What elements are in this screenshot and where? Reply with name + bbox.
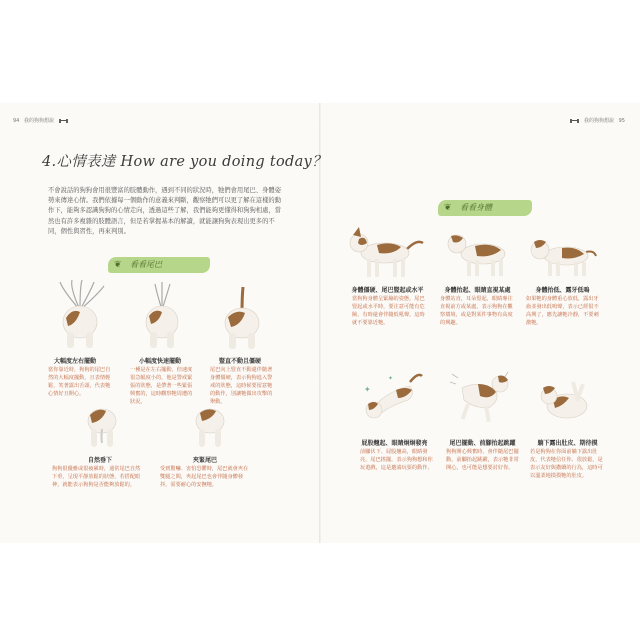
tail-caption: 小幅度快速擺動 xyxy=(138,358,181,365)
tail-section-label: 看看尾巴 xyxy=(130,260,162,269)
body-description: 前腳伏下、屁股翹高，眼睛發亮，尾巴搖擺，表示狗狗想和你玩遊戲，這是邀請玩耍的動作。 xyxy=(360,449,433,471)
body-section-label: 看看身體 xyxy=(460,203,492,212)
body-description: 身體站直，耳朵豎起，眼睛專注直視前方或某處，表示狗狗在觀察環境，或是對某件事物有高度的興趣。 xyxy=(440,296,513,326)
svg-text:✦: ✦ xyxy=(364,385,371,394)
dog-play-bow-illustration xyxy=(360,370,430,425)
right-running-title: 我的狗狗想說 xyxy=(584,118,615,124)
right-running-header xyxy=(570,117,628,124)
bone-icon xyxy=(59,119,68,123)
right-page-number: 95 xyxy=(618,118,625,124)
body-description: 若是狗狗在你面前躺下露出肚皮，代表牠信任你、很放鬆，是表示友好與撒嬌的行為，這時可以溫柔地摸摸牠的肚皮。 xyxy=(530,449,603,479)
leaf-icon: ❦ xyxy=(114,260,122,270)
dog-tail-upright-illustration xyxy=(215,285,270,350)
body-caption: 身體抬起、眼睛直視某處 xyxy=(444,287,511,294)
body-description: 狗狗開心興奮時，會伴隨尾巴擺動，前腳抬起跳躍，表示牠非常開心，也可能是想要討好你。 xyxy=(446,449,519,471)
left-page-number: 94 xyxy=(13,118,20,124)
dog-tail-wag-fast-illustration xyxy=(135,280,190,350)
dog-tail-down-illustration xyxy=(82,405,122,450)
dog-growl-low-illustration xyxy=(528,230,598,278)
body-description: 如果牠的身體重心放低，露出牙齒並發出低嗚聲，表示已經很不高興了，應先讓牠冷靜，不要刺激牠。 xyxy=(526,296,599,326)
tail-description: 受到驚嚇、害怕恐懼時，尾巴就會夾在雙腿之間，夾起尾巴也會伴隨身體發抖，需要耐心的安撫牠。 xyxy=(160,466,249,488)
body-caption: 躺下露出肚皮、期待摸 xyxy=(537,440,598,447)
body-caption: 尾巴擺動、前腳抬起跳躍 xyxy=(449,440,516,447)
body-description: 當狗狗身體呈緊繃的姿態，尾巴豎起或水平時，要注意可能有危險，有時還會伴隨低吼聲，這時就不要靠近牠。 xyxy=(352,296,425,326)
tail-caption: 自然垂下 xyxy=(87,457,112,464)
dog-alert-stare-illustration xyxy=(445,230,515,278)
dog-tail-wag-wide-illustration xyxy=(50,280,110,350)
chapter-title: 4.心情表達 How are you doing today？ xyxy=(42,154,327,170)
dog-stiff-body-illustration xyxy=(345,225,425,280)
tail-description: 一種是在左右擺動，但速度很急幅度小的，他是警戒緊張的狀態，是帶著一些緊張興奮的，這時觀察牠周遭的狀況。 xyxy=(130,367,193,405)
tail-caption: 夾緊尾巴 xyxy=(192,457,217,464)
tail-description: 當你靠近時，狗狗的尾巴自然的大幅度擺動，且表情輕鬆，笑著露出舌頭，代表牠心情好且開心。 xyxy=(48,367,111,397)
tail-section-banner xyxy=(108,257,210,273)
body-section-banner xyxy=(438,200,532,216)
body-caption: 身體僵硬、尾巴豎起或水平 xyxy=(351,287,424,294)
dog-jump-illustration xyxy=(448,368,518,428)
tail-description: 尾巴向上豎直不動還伴隨著身體僵硬，表示狗狗進入警戒的狀態，這時候要留意牠的動作，別讓牠做出攻擊的舉動。 xyxy=(210,367,273,405)
left-running-title: 我的狗狗想說 xyxy=(23,118,54,124)
leaf-icon: ❦ xyxy=(444,203,452,213)
left-running-header xyxy=(10,117,68,124)
bone-icon xyxy=(570,119,579,123)
tail-caption: 豎直不動且僵硬 xyxy=(218,358,261,365)
tail-caption: 大幅度左右擺動 xyxy=(53,358,96,365)
body-caption: 屁股翹起、眼睛炯炯發亮 xyxy=(361,440,428,447)
body-caption: 身體抬低、露牙低嗚 xyxy=(535,287,590,294)
svg-text:✦: ✦ xyxy=(388,375,394,382)
dog-tail-tucked-illustration xyxy=(190,405,230,450)
dog-belly-up-illustration xyxy=(535,372,600,427)
tail-description: 狗狗很優雅或很疲累時，通常尾巴自然下垂，呈現平靜放鬆的狀態，若搭配眼神，就能表示狗狗是否能夠放鬆的。 xyxy=(52,466,141,488)
intro-paragraph: 不會說話的狗狗會用很豐富的肢體動作，遇到不同的狀況時，牠們會用尾巴、身體姿勢來傳達心情。我們依據每一個動作的意義來判斷，觀察牠們可以更了解在這樣的動作下，能夠多認識狗狗的心情走向，透過這些了解，我們能夠更懂得和狗狗相處，當然也有許多複雜的肢體語言，但是若掌握基本的解讀，就能讓狗狗表現出更多的不同，個性與習性，再來判別。 xyxy=(48,187,281,235)
